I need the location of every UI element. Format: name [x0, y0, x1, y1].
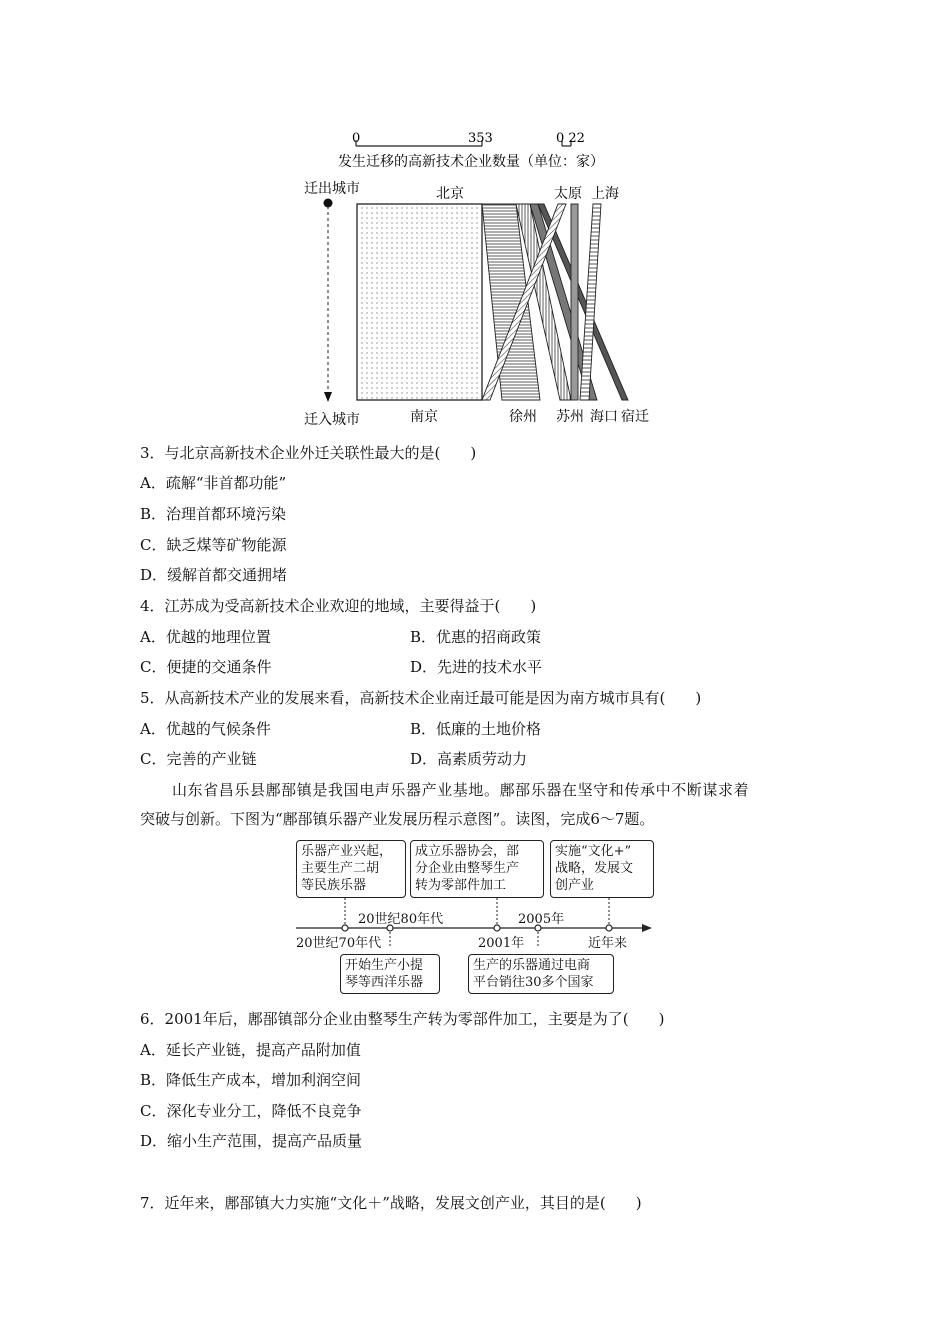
- out-city-label: 迁出城市: [304, 181, 360, 197]
- scale-small-label: 0 22: [556, 131, 585, 146]
- q6-option-c: C．深化专业分工，降低不良竞争: [140, 1102, 362, 1120]
- dest-suqian: 宿迁: [621, 409, 649, 425]
- q5-option-a: A．优越的气候条件: [140, 720, 271, 738]
- q3-option-c: C．缺乏煤等矿物能源: [140, 536, 287, 554]
- direction-axis: [304, 181, 360, 428]
- q4-option-b: B．优惠的招商政策: [410, 628, 542, 646]
- origin-shanghai: 上海: [591, 186, 619, 202]
- scale-left-label: 0: [352, 131, 361, 146]
- q4-option-c: C．便捷的交通条件: [140, 658, 272, 676]
- figure-title: 发生迁移的高新技术企业数量（单位：家）: [338, 154, 604, 170]
- dest-haikou: 海口: [590, 409, 618, 425]
- flow-taiyuan-suzhou: [571, 204, 578, 400]
- q6-option-b: B．降低生产成本，增加利润空间: [140, 1071, 362, 1089]
- dest-nanjing: 南京: [410, 409, 438, 425]
- q5-option-c: C．完善的产业链: [140, 750, 257, 768]
- passage-line-2: 突破与创新。下图为“鄌郚镇乐器产业发展历程示意图”。读图，完成6～7题。: [140, 810, 655, 828]
- timeline-figure: [290, 838, 660, 998]
- label-1970s: 20世纪70年代: [296, 936, 382, 951]
- scale-bar: [352, 131, 585, 146]
- question-5-stem: 5．从高新技术产业的发展来看，高新技术企业南迁最可能是因为南方城市具有( ): [140, 689, 702, 707]
- timeline-box-recent: 实施“文化+” 战略，发展文 创产业: [550, 840, 654, 898]
- timeline-box-2001: 成立乐器协会，部 分企业由整琴生产 转为零部件加工: [410, 840, 544, 898]
- q6-option-a: A．延长产业链，提高产品附加值: [140, 1041, 361, 1059]
- q4-option-d: D．先进的技术水平: [410, 658, 543, 676]
- question-4-stem: 4．江苏成为受高新技术企业欢迎的地域，主要得益于( ): [140, 597, 537, 615]
- dest-xuzhou: 徐州: [509, 409, 537, 425]
- origin-beijing: 北京: [436, 186, 464, 202]
- q3-option-b: B．治理首都环境污染: [140, 505, 287, 523]
- q5-option-d: D．高素质劳动力: [410, 750, 528, 768]
- timeline-box-2005: 生产的乐器通过电商 平台销往30多个国家: [468, 954, 614, 994]
- q4-option-a: A．优越的地理位置: [140, 628, 271, 646]
- migration-flow-figure: [290, 126, 670, 431]
- label-2005: 2005年: [518, 912, 565, 927]
- label-recent: 近年来: [588, 936, 628, 951]
- scale-right-label: 353: [468, 131, 493, 146]
- question-7-stem: 7．近年来，鄌郚镇大力实施“文化＋”战略，发展文创产业，其目的是( ): [140, 1194, 642, 1212]
- question-6-stem: 6．2001年后，鄌郚镇部分企业由整琴生产转为零部件加工，主要是为了( ): [140, 1010, 665, 1028]
- timeline-box-1980s: 开始生产小提 琴等西洋乐器: [340, 954, 440, 994]
- q3-option-a: A．疏解“非首都功能”: [140, 474, 287, 492]
- label-1980s: 20世纪80年代: [358, 912, 444, 927]
- passage-line-1: 山东省昌乐县鄌郚镇是我国电声乐器产业基地。鄌郚乐器在坚守和传承中不断谋求着: [172, 781, 750, 799]
- q3-option-d: D．缓解首都交通拥堵: [140, 566, 288, 584]
- q6-option-d: D．缩小生产范围，提高产品质量: [140, 1132, 363, 1150]
- q5-option-b: B．低廉的土地价格: [410, 720, 542, 738]
- timeline-box-1970s: 乐器产业兴起， 主要生产二胡 等民族乐器: [296, 840, 406, 898]
- label-2001: 2001年: [478, 936, 525, 951]
- question-3-stem: 3．与北京高新技术企业外迁关联性最大的是( ): [140, 444, 477, 462]
- dest-suzhou: 苏州: [556, 409, 584, 425]
- flow-beijing-nanjing: [357, 204, 482, 400]
- in-city-label: 迁入城市: [304, 412, 360, 428]
- origin-taiyuan: 太原: [554, 186, 582, 202]
